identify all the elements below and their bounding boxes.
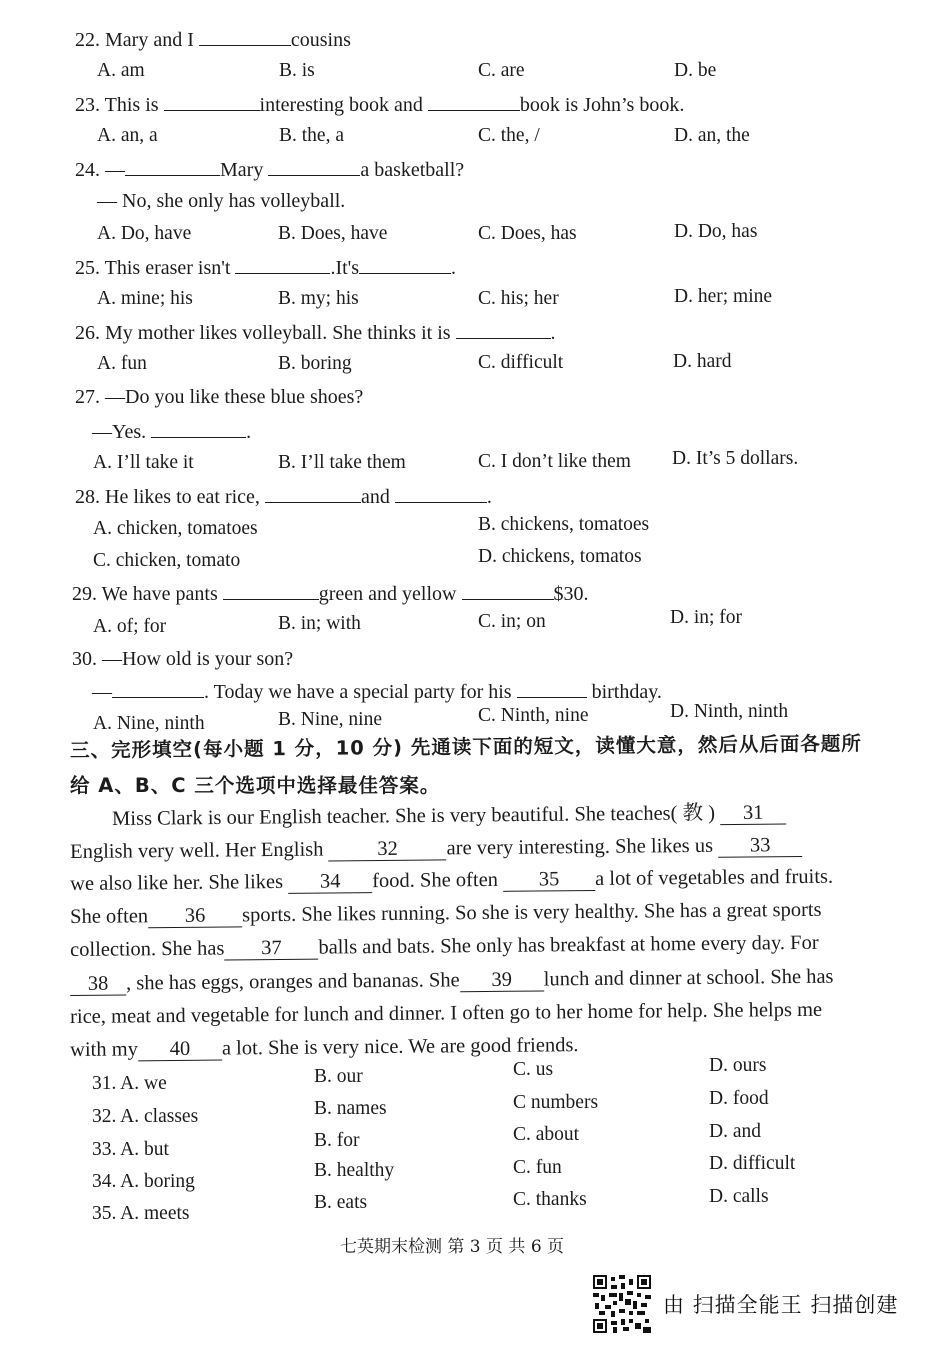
blank[interactable]: [164, 90, 260, 111]
option-d[interactable]: D. be: [674, 60, 717, 81]
option-b[interactable]: B. in; with: [278, 613, 361, 634]
blank[interactable]: [268, 155, 360, 176]
cloze-blank-39[interactable]: 39: [460, 968, 544, 992]
question-22: 22. Mary and I cousins: [75, 25, 351, 53]
cloze-option-35a[interactable]: 35. A. meets: [92, 1203, 190, 1224]
cloze-blank-40[interactable]: 40: [138, 1038, 222, 1062]
question-25: 25. This eraser isn't .It's .: [75, 253, 456, 281]
passage-line-5: collection. She has 37 balls and bats. She only has breakfast at home every day. For: [70, 931, 819, 961]
option-c[interactable]: C. I don’t like them: [478, 451, 631, 472]
option-b[interactable]: B. I’ll take them: [278, 452, 406, 473]
option-a[interactable]: A. Nine, ninth: [93, 713, 205, 734]
passage-line-8: with my 40 a lot. She is very nice. We are good friends.: [70, 1034, 579, 1061]
question-23: 23. This is interesting book and book is John’s book.: [75, 90, 684, 118]
option-d[interactable]: D. chickens, tomatos: [478, 546, 642, 567]
blank[interactable]: [428, 90, 520, 111]
cloze-option-32b[interactable]: B. names: [314, 1098, 387, 1119]
option-c[interactable]: C. chicken, tomato: [93, 550, 241, 571]
passage-line-2: English very well. Her English 32 are very interesting. She likes us 33: [70, 832, 802, 865]
option-c[interactable]: C. in; on: [478, 611, 546, 632]
cloze-option-35d[interactable]: D. calls: [709, 1186, 769, 1207]
cloze-option-31d[interactable]: D. ours: [709, 1055, 767, 1076]
option-a[interactable]: A. mine; his: [97, 288, 193, 309]
watermark-text: 由 扫描全能王 扫描创建: [663, 1293, 899, 1317]
cloze-blank-35[interactable]: 35: [503, 868, 595, 892]
option-c[interactable]: C. difficult: [478, 352, 564, 373]
option-a[interactable]: A. an, a: [97, 125, 158, 146]
page-footer: 七英期末检测 第 3 页 共 6 页: [340, 1237, 565, 1257]
option-b[interactable]: B. Does, have: [278, 223, 388, 244]
option-d[interactable]: D. her; mine: [674, 286, 773, 307]
cloze-blank-32[interactable]: 32: [328, 837, 446, 861]
section-heading-line2: 给 A、B、C 三个选项中选择最佳答案。: [70, 774, 441, 797]
blank[interactable]: [359, 253, 451, 274]
cloze-option-35b[interactable]: B. eats: [314, 1192, 368, 1213]
option-a[interactable]: A. I’ll take it: [93, 452, 194, 473]
option-a[interactable]: A. fun: [97, 353, 147, 374]
blank[interactable]: [112, 677, 204, 698]
option-a[interactable]: A. of; for: [93, 616, 167, 637]
option-d[interactable]: D. hard: [673, 351, 732, 372]
question-28: 28. He likes to eat rice, and .: [75, 482, 492, 510]
blank[interactable]: [462, 579, 554, 600]
option-b[interactable]: B. boring: [278, 353, 352, 374]
option-c[interactable]: C. are: [478, 60, 525, 81]
blank[interactable]: [395, 482, 487, 503]
option-c[interactable]: C. Does, has: [478, 223, 577, 244]
question-27: 27. —Do you like these blue shoes?: [75, 386, 364, 408]
question-24: 24. — Mary a basketball?: [75, 155, 464, 183]
option-c[interactable]: C. the, /: [478, 125, 540, 146]
cloze-option-31c[interactable]: C. us: [513, 1059, 554, 1080]
option-d[interactable]: D. Ninth, ninth: [670, 701, 789, 722]
option-b[interactable]: B. the, a: [279, 125, 344, 146]
blank[interactable]: [265, 482, 361, 503]
blank[interactable]: [125, 155, 220, 176]
cloze-option-34b[interactable]: B. healthy: [314, 1160, 395, 1181]
cloze-blank-31[interactable]: 31: [720, 802, 786, 826]
option-c[interactable]: C. Ninth, nine: [478, 705, 589, 726]
blank[interactable]: [235, 253, 330, 274]
cloze-option-32a[interactable]: 32. A. classes: [92, 1106, 199, 1127]
blank[interactable]: [199, 25, 291, 46]
question-30: 30. —How old is your son?: [72, 648, 294, 670]
cloze-option-35c[interactable]: C. thanks: [513, 1189, 587, 1210]
scanner-watermark: [593, 1275, 923, 1335]
option-b[interactable]: B. is: [279, 60, 315, 81]
option-b[interactable]: B. Nine, nine: [278, 709, 382, 730]
cloze-option-31a[interactable]: 31. A. we: [92, 1073, 167, 1094]
cloze-option-34a[interactable]: 34. A. boring: [92, 1171, 195, 1192]
cloze-option-32d[interactable]: D. food: [709, 1088, 769, 1109]
option-b[interactable]: B. chickens, tomatoes: [478, 514, 650, 535]
cloze-blank-37[interactable]: 37: [224, 937, 318, 961]
option-a[interactable]: A. chicken, tomatoes: [93, 518, 258, 539]
passage-line-4: She often 36 sports. She likes running. So she is very healthy. She has a great sports: [70, 898, 822, 928]
cloze-option-33c[interactable]: C. about: [513, 1124, 580, 1145]
option-d[interactable]: D. an, the: [674, 125, 750, 146]
option-b[interactable]: B. my; his: [278, 288, 359, 309]
option-d[interactable]: D. in; for: [670, 607, 743, 628]
option-d[interactable]: D. Do, has: [674, 221, 758, 242]
cloze-option-34d[interactable]: D. difficult: [709, 1153, 796, 1174]
passage-line-3: we also like her. She likes 34 food. She often 35 a lot of vegetables and fruits.: [70, 865, 834, 895]
blank[interactable]: [223, 579, 319, 600]
qr-code-icon: [593, 1275, 651, 1333]
passage-line-6: 38 , she has eggs, oranges and bananas. She 39 lunch and dinner at school. She has: [70, 964, 834, 997]
option-a[interactable]: A. Do, have: [97, 223, 192, 244]
option-a[interactable]: A. am: [97, 60, 145, 81]
cloze-option-31b[interactable]: B. our: [314, 1066, 363, 1087]
blank[interactable]: [151, 417, 246, 438]
option-d[interactable]: D. It’s 5 dollars.: [672, 448, 799, 469]
passage-line-7: rice, meat and vegetable for lunch and dinner. I often go to her home for help. She helps me: [70, 998, 823, 1028]
passage-line-1: Miss Clark is our English teacher. She is very beautiful. She teaches( 教 ) 31: [112, 800, 786, 832]
blank[interactable]: [456, 318, 551, 339]
answer-30: — . Today we have a special party for his birthday.: [92, 677, 662, 705]
answer-24: — No, she only has volleyball.: [97, 190, 346, 212]
cloze-blank-38[interactable]: 38: [70, 972, 126, 996]
answer-27: —Yes. .: [92, 417, 251, 445]
cloze-option-33d[interactable]: D. and: [709, 1121, 761, 1142]
section-heading: 三、完形填空(每小题 1 分，10 分) 先通读下面的短文，读懂大意，然后从后面各题所: [70, 732, 862, 762]
cloze-option-32c[interactable]: C numbers: [513, 1092, 599, 1113]
question-26: 26. My mother likes volleyball. She thinks it is .: [75, 318, 556, 346]
cloze-blank-36[interactable]: 36: [148, 904, 242, 928]
cloze-blank-33[interactable]: 33: [718, 834, 802, 858]
cloze-option-34c[interactable]: C. fun: [513, 1157, 562, 1178]
option-c[interactable]: C. his; her: [478, 288, 559, 309]
question-29: 29. We have pants green and yellow $30.: [72, 579, 589, 607]
cloze-blank-34[interactable]: 34: [288, 870, 372, 894]
blank[interactable]: [517, 677, 587, 698]
cloze-option-33b[interactable]: B. for: [314, 1130, 360, 1151]
cloze-option-33a[interactable]: 33. A. but: [92, 1139, 169, 1160]
